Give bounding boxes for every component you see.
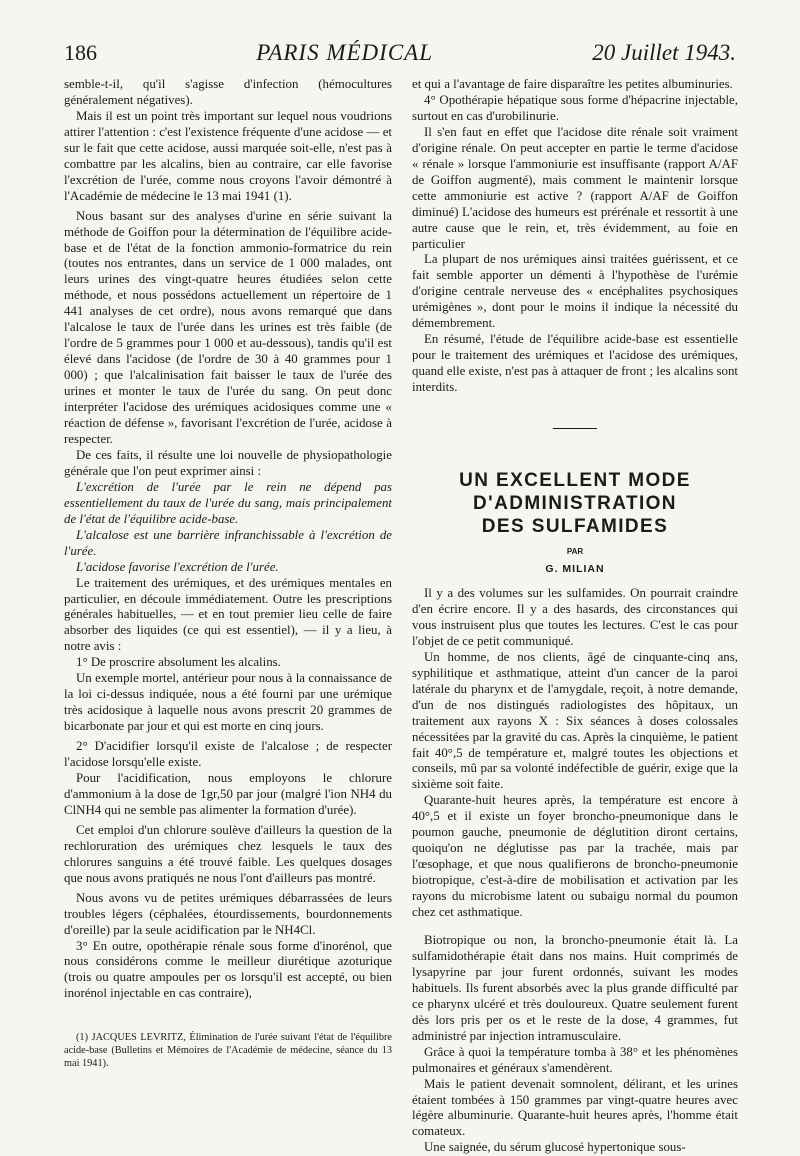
paragraph: Mais il est un point très important sur lequel nous voudrions attirer l'attention : c'est l'existence fréquente d'une acidose — et sur le fait que cette acidose, aussi marquée soit-elle, n'est pas à combattre par les alcalins, bien au contraire, car elle favorise l'excrétion de l'urée, comme nous croyons l'avoir démontré à l'Académie de médecine le 13 mai 1941 (1). — [64, 108, 392, 203]
paragraph: Un homme, de nos clients, âgé de cinquante-cinq ans, syphilitique et asthmatique, atteint d'un cancer de la paroi latérale du pharynx et de l'amygdale, reçoit, à notre demande, d'un de nos distingués radiologistes des hôpitaux, un traitement aux rayons X : Six séances à doses colossales nécessitées par la gravité du cas. Après la cinquième, le patient fait 40°,5 de température et, malgré toutes les objections et conseils, mû par sa volonté indéfectible de guérir, exige que la sixième soit faite. — [412, 649, 738, 792]
paragraph: En résumé, l'étude de l'équilibre acide-base est essentielle pour le traitement des urémiques et l'acidose des urémiques, quand elle existe, n'est pas à attaquer de front ; les alcalins sont interdits. — [412, 332, 738, 395]
article-title-line: D'ADMINISTRATION — [473, 493, 677, 515]
article-title-line: DES SULFAMIDES — [481, 516, 669, 538]
law-statement: L'acidose favorise l'excrétion de l'urée. — [76, 559, 279, 574]
article-title-line: UN EXCELLENT MODE — [459, 470, 691, 492]
paragraph: La plupart de nos urémiques ainsi traitées guérissent, et ce fait semble apporter un démenti à l'hypothèse de l'urémie d'origine centrale nerveuse des « encéphalites psychosiques urémigènes », dont pour le moins il indique la nécessité du démembrement. — [412, 252, 738, 331]
footnote: (1) JACQUES LEVRITZ, Élimination de l'urée suivant l'état de l'équilibre acide-base (Bulletins et Mémoires de l'Académie de médecine, séance du 13 mai 1941). — [64, 1032, 392, 1069]
page-header — [64, 40, 736, 80]
paragraph: Quarante-huit heures après, la température est encore à 40°,5 et il existe un foyer broncho-pneumonique dans le poumon gauche, pneumonie de déglutition diront certains, quoiqu'on ne déglutisse pas par la trachée, mais par l'œsophage, et que nous qualifierons de broncho-pneumonie biotropique, c'est-à-dire de mobilisation et activation par les rayons du microbisme latent ou subaigu normal du poumon chez cet asthmatique. — [412, 793, 738, 920]
paragraph: Grâce à quoi la température tomba à 38° et les phénomènes pulmonaires et généraux s'amendèrent. — [412, 1044, 738, 1075]
paragraph: Pour l'acidification, nous employons le chlorure d'ammonium à la dose de 1gr,50 par jour (malgré l'ion NH4 du ClNH4 qui ne semble pas alimenter la formation d'urée). — [64, 770, 392, 817]
paragraph: Nous avons vu de petites urémiques débarrassées de leurs troubles légers (céphalées, étourdissements, bourdonnements d'oreille) par la seule acidification par le NH4Cl. — [64, 890, 392, 937]
paragraph: et qui a l'avantage de faire disparaître les petites albuminuries. — [412, 77, 733, 91]
paragraph: Une saignée, du sérum glucosé hypertonique sous- — [424, 1140, 686, 1155]
left-column — [64, 77, 392, 1070]
law-statement: L'alcalose est une barrière infranchissable à l'excrétion de l'urée. — [64, 527, 392, 558]
paragraph: 3° En outre, opothérapie rénale sous forme d'inorénol, que nous considérons comme le meilleur diurétique azoturique (trois ou quatre ampoules per os lorsqu'il est accepté, ou bien inorénol injectable en cas contraire), — [64, 938, 392, 1001]
paragraph: Il y a des volumes sur les sulfamides. On pourrait craindre d'en écrire encore. Il y a des hasards, des circonstances qui vous instruisent plus que toutes les lectures. C'est le cas pour l'objet de ce petit communiqué. — [412, 585, 738, 648]
article-title — [412, 469, 738, 538]
paragraph: 1° De proscrire absolument les alcalins. — [76, 655, 281, 670]
article-author: G. MILIAN — [545, 563, 605, 576]
paragraph: 2° D'acidifier lorsqu'il existe de l'alcalose ; de respecter l'acidose lorsqu'elle existe. — [64, 739, 392, 770]
paragraph: Mais le patient devenait somnolent, délirant, et les urines étaient tombées à 150 grammes par vingt-quatre heures avec légère albuminurie. Quarante-huit heures après, l'homme était comateux. — [412, 1076, 738, 1139]
paragraph: Le traitement des urémiques, et des urémiques mentales en particulier, en découle immédiatement. Outre les prescriptions générales habituelles, — et en tout premier lieu celle de faire absorber des liquides (ce qui est essentiel), — il y a lieu, à notre avis : — [64, 575, 392, 654]
paragraph: 4° Opothérapie hépatique sous forme d'hépacrine injectable, surtout en cas d'urobilinurie. — [412, 92, 738, 123]
paragraph: semble-t-il, qu'il s'agisse d'infection (hémocultures généralement négatives). — [64, 77, 392, 107]
byline-par: PAR — [566, 547, 584, 557]
law-statement: L'excrétion de l'urée par le rein ne dépend pas essentiellement du taux de l'urée du sang, mais principalement de l'état de l'équilibre acide-base. — [64, 479, 392, 526]
paragraph: Cet emploi d'un chlorure soulève d'ailleurs la question de la rechloruration des urémiques chez lesquels le taux des chlorures sanguins a été trouvé faible. Les quelques dosages que nous avons pratiqués ne nous l'ont d'ailleurs pas montré. — [64, 822, 392, 885]
section-divider — [553, 428, 597, 429]
journal-title: PARIS MÉDICAL — [256, 40, 434, 65]
paragraph: Biotropique ou non, la broncho-pneumonie était là. La sulfamidothérapie était dans nos mains. Huit comprimés de lysapyrine par jour furent ordonnés, suivant les modes habituels. Ils furent absorbés avec la plus grande difficulté par ce pharynx ulcéré et très douloureux. Quatre seulement furent dès lors pris per os et le reste de la dose, 4 grammes, fut administré par injection intramusculaire. — [412, 932, 738, 1043]
paragraph: Un exemple mortel, antérieur pour nous à la connaissance de la loi ci-dessus indiquée, nous a été fourni par une urémique très acidosique à laquelle nous avons prescrit 20 grammes de bicarbonate par jour et qui est morte en cinq jours. — [64, 671, 392, 734]
right-column — [412, 77, 738, 1156]
paragraph: Nous basant sur des analyses d'urine en série suivant la méthode de Goiffon pour la détermination de l'équilibre acide-base et de l'état de la fonction ammonio-formatrice du rein (toutes nos entrantes, dans un service de 1 000 malades, ont leurs urines des vingt-quatre heures étudiées selon cette méthode, et nous possédons actuellement un répertoire de 1 441 analyses de cet ordre), nous avons remarqué que dans l'alcalose le taux de l'urée dans les urines est très faible (de l'ordre de 5 grammes pour 1 000 et au-dessous), tandis qu'il est élevé dans l'acidose (de l'ordre de 30 à 40 grammes pour 1 000) ; que l'alcalinisation fait baisser le taux de l'urée des urines et monter le taux de l'urée du sang. On peut donc interpréter l'acidose des urémiques acidosiques comme une « réaction de défense », favorisant l'excrétion de l'urée, acidose à respecter. — [64, 208, 392, 446]
page-number: 186 — [64, 40, 97, 65]
issue-date: 20 Juillet 1943. — [592, 40, 736, 65]
paragraph: De ces faits, il résulte une loi nouvelle de physiopathologie générale que l'on peut exprimer ainsi : — [64, 447, 392, 478]
paragraph: Il s'en faut en effet que l'acidose dite rénale soit vraiment d'origine rénale. On peut accepter en partie le terme d'acidose « rénale » lorsque l'ammoniurie est insuffisante (rapport A/AF de Goiffon augmenté), mais comment le maintenir lorsque cette ammoniurie est active ? (rapport A/AF de Goiffon diminué) L'acidose des humeurs est prérénale et ressortit à une autre cause que le rein, et, très évidemment, au foie en particulier — [412, 124, 738, 251]
